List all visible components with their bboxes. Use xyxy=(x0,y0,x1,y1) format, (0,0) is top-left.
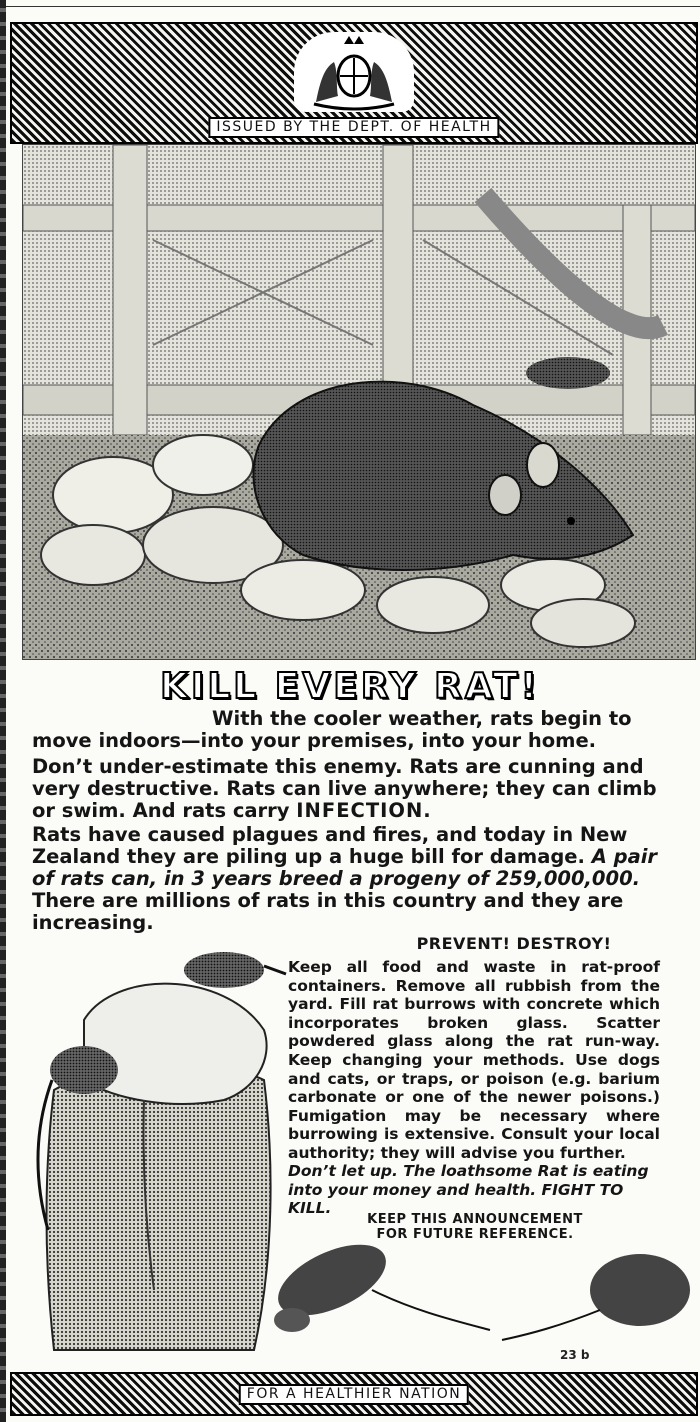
paragraph-enemy xyxy=(32,756,664,822)
paragraph-plagues xyxy=(32,824,664,934)
left-edge-rule xyxy=(0,0,6,1422)
rat-photo-illustration xyxy=(23,145,695,659)
keep-announcement-notice xyxy=(330,1212,620,1242)
infection-word: INFECTION. xyxy=(296,799,432,822)
issued-by-label: ISSUED BY THE DEPT. OF HEALTH xyxy=(208,117,499,138)
headline: KILL EVERY RAT! xyxy=(160,666,540,707)
prevent-destroy-heading: PREVENT! DESTROY! xyxy=(416,934,612,953)
top-rule xyxy=(0,0,700,7)
reference-number: 23 b xyxy=(560,1348,590,1362)
rats-on-sack-illustration xyxy=(24,930,294,1370)
rat-in-storeroom-photo xyxy=(22,144,696,660)
keep-notice-line1: KEEP THIS ANNOUNCEMENT xyxy=(367,1212,583,1227)
royal-coat-of-arms xyxy=(294,32,414,112)
progeny-statement: A pair of rats can, in 3 years breed a progeny of 259,000,000. xyxy=(32,845,658,890)
keep-notice-line2: FOR FUTURE REFERENCE. xyxy=(376,1227,574,1242)
top-banner xyxy=(10,22,698,144)
paragraph-cooler-weather: With the cooler weather, rats begin to move indoors—into your premises, into your home. xyxy=(32,707,632,752)
bottom-banner xyxy=(10,1372,698,1416)
crest-icon xyxy=(294,32,414,112)
rat-bottom-center-illustration xyxy=(262,1230,492,1350)
paragraph-plagues-end: There are millions of rats in this country and they are increasing. xyxy=(32,889,624,934)
rat-bottom-right-illustration xyxy=(500,1230,690,1360)
fight-to-kill-callout: FIGHT TO KILL. xyxy=(288,1180,624,1218)
advice-body: Keep all food and waste in rat-proof containers. Remove all rubbish from the yard. Fill rat burrows with concrete which incorporates broken glass. Scatter powdered glass along the rat run-way. Keep changing your methods. Use dogs and cats, or traps, or poison (e.g. barium carbonate or one of the newer poisons.) Fumigation may be necessary where burrowing is extensive. Consult your local authority; they will advise you further. xyxy=(288,958,660,1162)
fight-to-kill-text: Don’t let up. The loathsome Rat is eating into your money and health. xyxy=(288,1162,649,1199)
fight-to-kill-note xyxy=(288,1162,660,1218)
healthier-nation-label: FOR A HEALTHIER NATION xyxy=(239,1384,469,1405)
paragraph-plagues-text: Rats have caused plagues and fires, and today in New Zealand they are piling up a huge bill for damage. xyxy=(32,823,628,868)
paragraph-enemy-text: Don’t under-estimate this enemy. Rats are cunning and very destructive. Rats can live anywhere; they can climb or swim. And rats carry xyxy=(32,755,657,822)
